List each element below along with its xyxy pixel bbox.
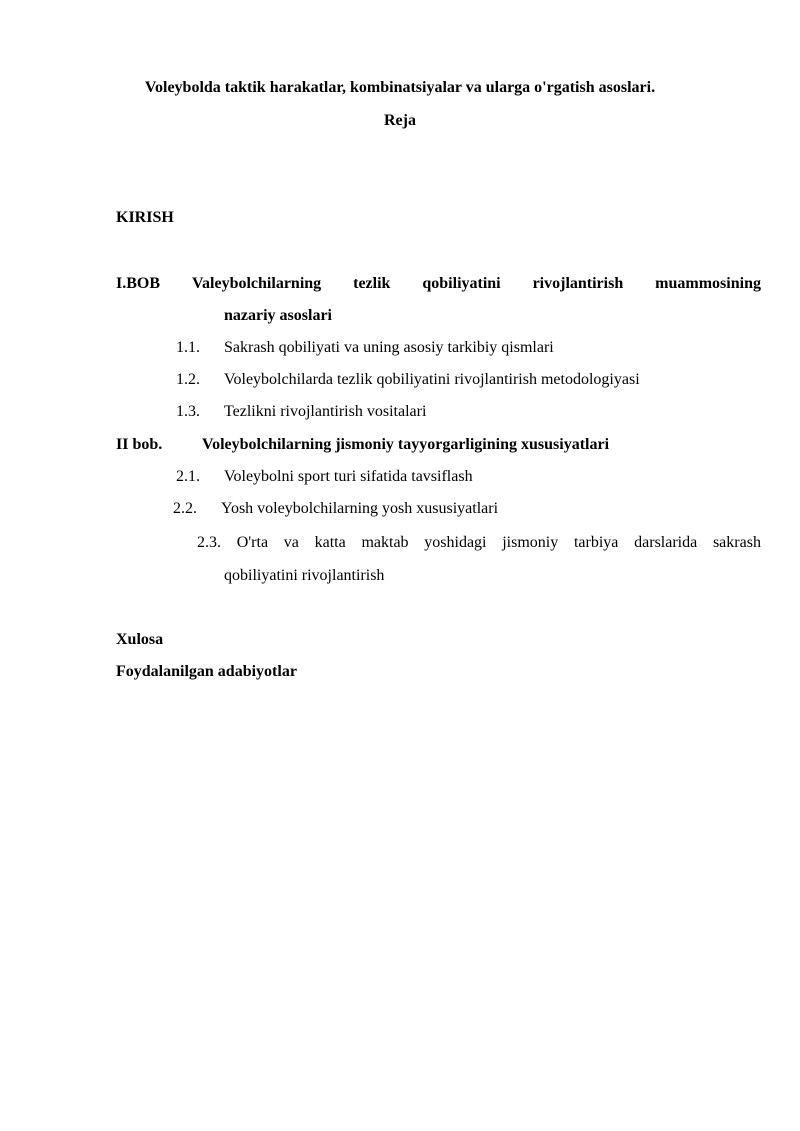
toc-item-number: 2.3.	[197, 534, 221, 551]
chapter-1-heading	[116, 274, 761, 294]
toc-item-word: katta	[314, 534, 346, 551]
chapter-1-title-word: qobiliyatini	[422, 275, 501, 292]
toc-item-word: O'rta	[236, 534, 269, 551]
toc-item-number: 1.2.	[176, 371, 200, 388]
toc-item-text: Yosh voleybolchilarning yosh xususiyatlari	[221, 500, 499, 517]
toc-item-text-continued: qobiliyatini rivojlantirish	[224, 567, 385, 584]
toc-item-word: jismoniy	[502, 534, 559, 551]
toc-item-word: sakrash	[712, 534, 761, 551]
toc-item-text: Voleybolchilarda tezlik qobiliyatini rivojlantirish metodologiyasi	[224, 371, 640, 388]
chapter-1-label: I.BOB	[116, 275, 161, 292]
toc-item-text: Tezlikni rivojlantirish vositalari	[224, 403, 427, 420]
toc-item-word: va	[283, 534, 299, 551]
chapter-1-title-word: tezlik	[353, 275, 391, 292]
toc-item-word: tarbiya	[573, 534, 619, 551]
document-subtitle: Reja	[384, 112, 416, 129]
chapter-2-label: II bob.	[116, 436, 163, 453]
chapter-1-title-word: muammosining	[655, 275, 761, 292]
chapter-1-title-continued: nazariy asoslari	[224, 307, 332, 324]
chapter-1-title-word: rivojlantirish	[532, 275, 624, 292]
references-heading: Foydalanilgan adabiyotlar	[116, 663, 297, 680]
toc-item-number: 2.2.	[173, 500, 197, 517]
chapter-1-title-word: Valeybolchilarning	[191, 275, 322, 292]
intro-heading: KIRISH	[116, 209, 174, 226]
toc-item-number: 1.3.	[176, 403, 200, 420]
toc-item-word: maktab	[361, 534, 409, 551]
toc-item-number: 2.1.	[176, 468, 200, 485]
toc-item-text: Voleybolni sport turi sifatida tavsiflash	[224, 468, 473, 485]
document-title: Voleybolda taktik harakatlar, kombinatsiyalar va ularga o'rgatish asoslari.	[144, 79, 656, 96]
toc-item-number: 1.1.	[176, 339, 200, 356]
toc-item-word: yoshidagi	[424, 534, 487, 551]
toc-item-text: Sakrash qobiliyati va uning asosiy tarkibiy qismlari	[224, 339, 554, 356]
conclusion-heading: Xulosa	[116, 631, 164, 648]
toc-item-word: darslarida	[634, 534, 698, 551]
toc-item-2-3	[197, 533, 761, 553]
chapter-2-title: Voleybolchilarning jismoniy tayyorgarligining xususiyatlari	[202, 436, 610, 453]
